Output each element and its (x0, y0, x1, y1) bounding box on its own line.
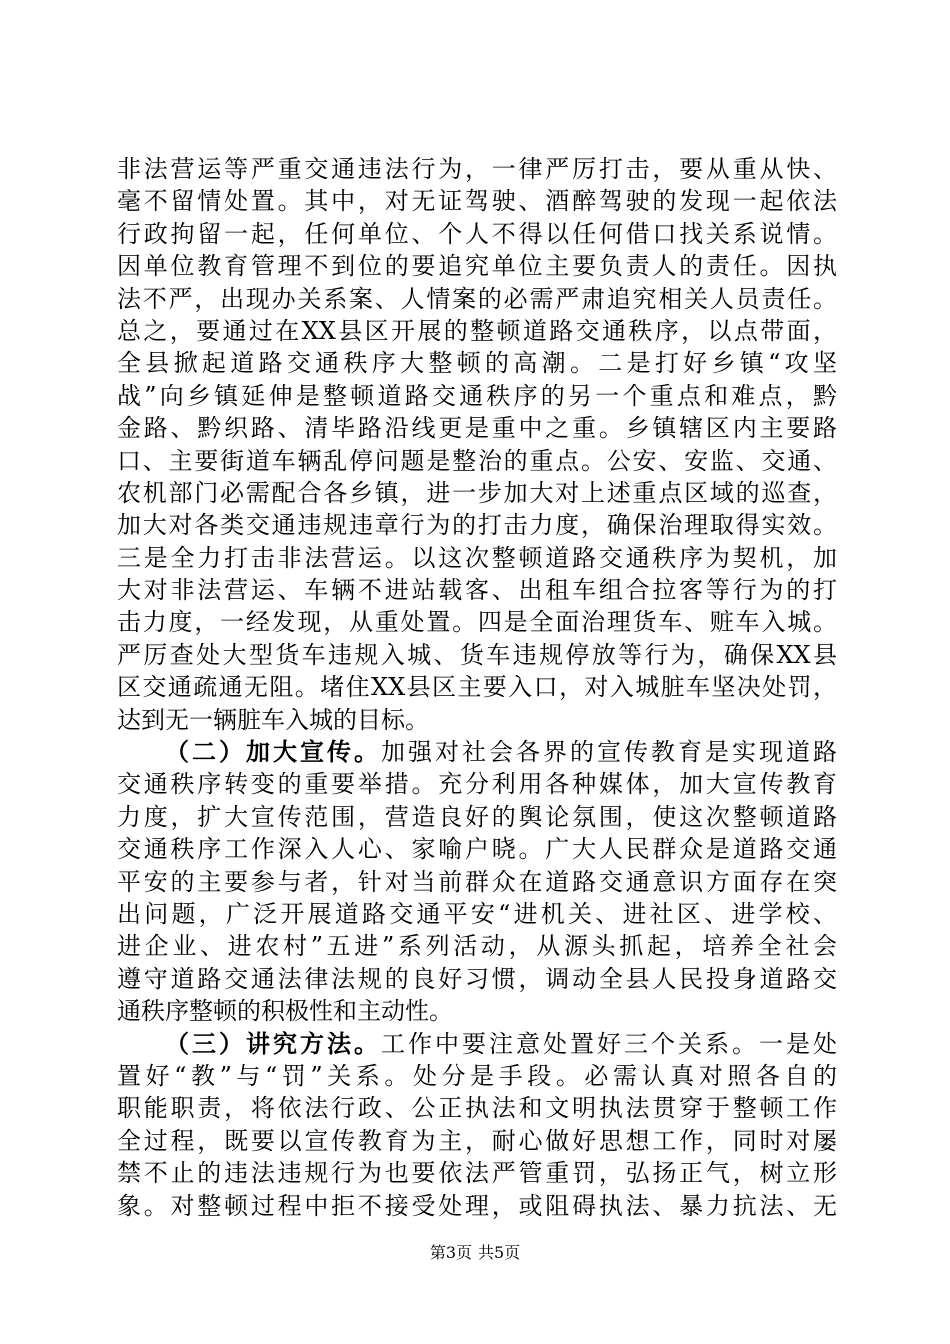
paragraph-line: 交通秩序转变的重要举措。充分利用各种媒体，加大宣传教育 (117, 770, 837, 799)
paragraph (117, 736, 837, 1028)
paragraph-line: 总之，要通过在XX县区开展的整顿道路交通秩序，以点带面， (117, 316, 837, 345)
paragraph-line: 通秩序整顿的积极性和主动性。 (117, 997, 453, 1026)
paragraph-line: 置好“教”与“罚”关系。处分是手段。必需认真对照各自的 (117, 1061, 837, 1090)
paragraph-line: 交通秩序工作深入人心、家喻户晓。广大人民群众是道路交通 (117, 835, 837, 864)
paragraph-line (117, 1028, 837, 1060)
paragraph-line: 严厉查处大型货车违规入城、货车违规停放等行为，确保XX县 (117, 640, 837, 669)
paragraph-line: 禁不止的违法违规行为也要依法严管重罚，弘扬正气，树立形 (117, 1159, 837, 1188)
paragraph-line (117, 736, 837, 768)
paragraph-line: 全县掀起道路交通秩序大整顿的高潮。二是打好乡镇“攻坚 (117, 349, 837, 378)
document-body (117, 153, 837, 1222)
paragraph-line: 因单位教育管理不到位的要追究单位主要负责人的责任。因执 (117, 252, 837, 281)
paragraph-line: 战”向乡镇延伸是整顿道路交通秩序的另一个重点和难点，黔 (117, 381, 837, 410)
paragraph-line: 达到无一辆脏车入城的目标。 (117, 705, 429, 734)
page-number: 第3页 (429, 1243, 472, 1262)
paragraph-line: 区交通疏通无阻。堵住XX县区主要入口，对入城脏车坚决处罚， (117, 673, 837, 702)
paragraph-line: 毫不留情处置。其中，对无证驾驶、酒醉驾驶的发现一起依法 (117, 187, 837, 216)
paragraph (117, 153, 837, 736)
paragraph-line: 遵守道路交通法律法规的良好习惯，调动全县人民投身道路交 (117, 964, 837, 993)
page-total: 共5页 (478, 1243, 521, 1262)
paragraph-line: 出问题，广泛开展道路交通平安“进机关、进社区、进学校、 (117, 899, 837, 928)
paragraph-line: 力度，扩大宣传范围，营造良好的舆论氛围，使这次整顿道路 (117, 802, 837, 831)
paragraph-line: 口、主要街道车辆乱停问题是整治的重点。公安、安监、交通、 (117, 446, 837, 475)
section-heading: （二）加大宣传。 (165, 737, 381, 767)
line-text: 工作中要注意处置好三个关系。一是处 (381, 1029, 837, 1058)
paragraph-line: 职能职责，将依法行政、公正执法和文明执法贯穿于整顿工作 (117, 1094, 837, 1123)
paragraph-line: 农机部门必需配合各乡镇，进一步加大对上述重点区域的巡查， (117, 478, 837, 507)
paragraph-line: 象。对整顿过程中拒不接受处理，或阻碍执法、暴力抗法、无 (117, 1191, 837, 1220)
paragraph-line: 平安的主要参与者，针对当前群众在道路交通意识方面存在突 (117, 867, 837, 896)
paragraph-line: 全过程，既要以宣传教育为主，耐心做好思想工作，同时对屡 (117, 1126, 837, 1155)
paragraph-line: 加大对各类交通违规违章行为的打击力度，确保治理取得实效。 (117, 511, 837, 540)
paragraph-line: 金路、黔织路、清毕路沿线更是重中之重。乡镇辖区内主要路 (117, 414, 837, 443)
paragraph-line: 法不严，出现办关系案、人情案的必需严肃追究相关人员责任。 (117, 284, 837, 313)
page-footer (0, 1240, 950, 1263)
paragraph-line: 行政拘留一起，任何单位、个人不得以任何借口找关系说情。 (117, 219, 837, 248)
section-heading: （三）讲究方法。 (165, 1028, 381, 1058)
line-text: 加强对社会各界的宣传教育是实现道路 (381, 738, 837, 767)
paragraph-line: 非法营运等严重交通违法行为，一律严厉打击，要从重从快、 (117, 155, 837, 183)
paragraph-line: 击力度，一经发现，从重处置。四是全面治理货车、赃车入城。 (117, 608, 837, 637)
paragraph (117, 1028, 837, 1222)
paragraph-line: 三是全力打击非法营运。以这次整顿道路交通秩序为契机，加 (117, 543, 837, 572)
paragraph-line: 进企业、进农村”五进”系列活动，从源头抓起，培养全社会 (117, 932, 837, 961)
paragraph-line: 大对非法营运、车辆不进站载客、出租车组合拉客等行为的打 (117, 576, 837, 605)
